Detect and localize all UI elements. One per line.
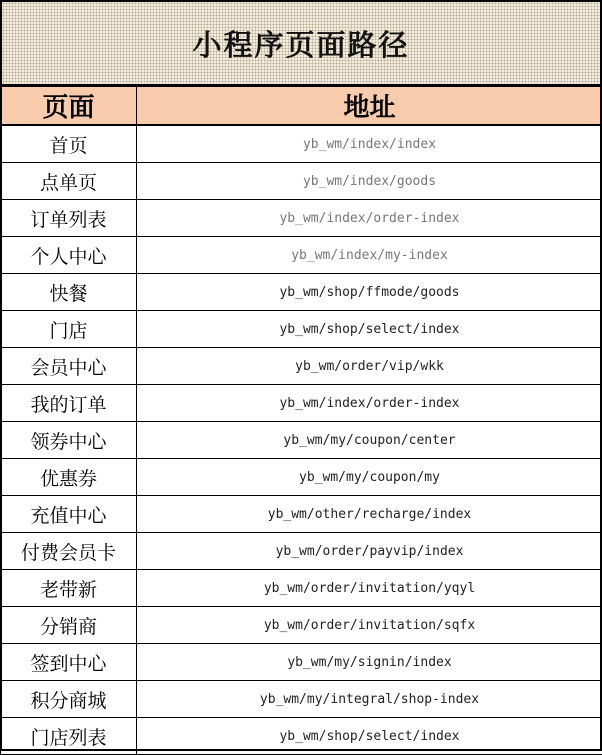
page-path-cell: yb_wm/shop/select/index	[137, 718, 602, 755]
table-row	[1, 385, 602, 422]
column-header-path: 地址	[137, 87, 602, 126]
page-path-cell: yb_wm/order/vip/wkk	[137, 348, 602, 385]
table-row	[1, 644, 602, 681]
page-path-cell: yb_wm/index/order-index	[137, 385, 602, 422]
page-name-cell: 订单列表	[1, 200, 137, 237]
page-name-cell: 付费会员卡	[1, 533, 137, 570]
page-name-cell: 个人中心	[1, 237, 137, 274]
page-name-cell: 充值中心	[1, 496, 137, 533]
page-name-cell: 优惠券	[1, 459, 137, 496]
table-row	[1, 274, 602, 311]
page-path-cell: yb_wm/shop/select/index	[137, 311, 602, 348]
page-path-cell: yb_wm/index/my-index	[137, 237, 602, 274]
page-name-cell: 快餐	[1, 274, 137, 311]
table-row	[1, 422, 602, 459]
table-row	[1, 681, 602, 718]
table-row	[1, 533, 602, 570]
table-row	[1, 311, 602, 348]
page-name-cell: 首页	[1, 125, 137, 163]
page-path-cell: yb_wm/my/signin/index	[137, 644, 602, 681]
table-row	[1, 459, 602, 496]
page-name-cell: 我的订单	[1, 385, 137, 422]
table-row	[1, 607, 602, 644]
page-name-cell: 老带新	[1, 570, 137, 607]
page-name-cell: 会员中心	[1, 348, 137, 385]
page-path-cell: yb_wm/shop/ffmode/goods	[137, 274, 602, 311]
title-banner	[0, 0, 602, 86]
page-path-cell: yb_wm/my/coupon/my	[137, 459, 602, 496]
page-path-cell: yb_wm/order/invitation/yqyl	[137, 570, 602, 607]
table-row	[1, 163, 602, 200]
page-name-cell: 分销商	[1, 607, 137, 644]
page-path-cell: yb_wm/index/goods	[137, 163, 602, 200]
page-path-cell: yb_wm/index/order-index	[137, 200, 602, 237]
page-path-cell: yb_wm/my/coupon/center	[137, 422, 602, 459]
page-path-cell: yb_wm/order/invitation/sqfx	[137, 607, 602, 644]
table-border-left	[0, 86, 2, 751]
page-name-cell: 签到中心	[1, 644, 137, 681]
table-row	[1, 496, 602, 533]
page-path-table	[0, 86, 602, 755]
page-path-cell: yb_wm/my/integral/shop-index	[137, 681, 602, 718]
header-row	[1, 87, 602, 126]
page-path-cell: yb_wm/other/recharge/index	[137, 496, 602, 533]
page-name-cell: 领券中心	[1, 422, 137, 459]
page-title: 小程序页面路径	[192, 23, 409, 64]
page-name-cell: 门店列表	[1, 718, 137, 755]
column-header-page: 页面	[1, 87, 137, 126]
table-row	[1, 237, 602, 274]
page-name-cell: 点单页	[1, 163, 137, 200]
table-row	[1, 125, 602, 163]
page-path-cell: yb_wm/index/index	[137, 125, 602, 163]
table-row	[1, 348, 602, 385]
table-row	[1, 570, 602, 607]
page-name-cell: 积分商城	[1, 681, 137, 718]
page-path-cell: yb_wm/order/payvip/index	[137, 533, 602, 570]
page-name-cell: 门店	[1, 311, 137, 348]
table-row	[1, 200, 602, 237]
